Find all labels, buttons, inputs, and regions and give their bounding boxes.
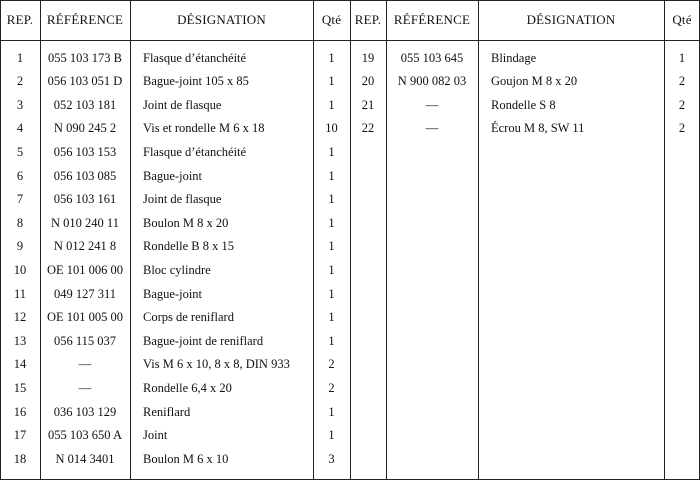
cell-designation: Reniflard bbox=[143, 404, 191, 419]
cell-qte: 1 bbox=[328, 168, 335, 183]
header-divider bbox=[0, 40, 700, 41]
cell-qte: 2 bbox=[328, 380, 335, 395]
cell-qte: 1 bbox=[328, 333, 335, 348]
cell-designation: Blindage bbox=[491, 50, 537, 65]
cell-qte: 1 bbox=[328, 192, 335, 207]
column-divider bbox=[478, 0, 479, 480]
cell-reference: 056 103 085 bbox=[53, 168, 117, 183]
header-rep: REP. bbox=[354, 12, 382, 27]
cell-designation: Joint de flasque bbox=[143, 97, 222, 112]
cell-reference: 052 103 181 bbox=[53, 97, 117, 112]
cell-qte: 2 bbox=[678, 74, 686, 89]
cell-qte: 3 bbox=[328, 451, 335, 466]
cell-qte: 1 bbox=[328, 310, 335, 325]
cell-reference: N 090 245 2 bbox=[53, 121, 117, 136]
cell-reference: N 010 240 11 bbox=[51, 215, 119, 230]
cell-qte: 1 bbox=[328, 428, 335, 443]
header-qte: Qté bbox=[672, 12, 692, 27]
cell-reference: OE 101 006 00 bbox=[46, 262, 124, 277]
cell-designation: Rondelle 6,4 x 20 bbox=[143, 380, 232, 395]
cell-rep: 6 bbox=[16, 168, 24, 183]
cell-reference: 049 127 311 bbox=[53, 286, 117, 301]
cell-reference: — bbox=[425, 121, 439, 136]
cell-designation: Bague-joint bbox=[143, 168, 203, 183]
cell-reference: 056 103 161 bbox=[53, 192, 117, 207]
cell-rep: 12 bbox=[13, 310, 27, 325]
cell-designation: Vis M 6 x 10, 8 x 8, DIN 933 bbox=[143, 357, 290, 372]
cell-designation: Flasque d’étanchéité bbox=[143, 144, 247, 159]
cell-reference: — bbox=[78, 357, 92, 372]
cell-rep: 20 bbox=[361, 74, 375, 89]
cell-rep: 16 bbox=[13, 404, 27, 419]
cell-rep: 4 bbox=[16, 121, 24, 136]
header-designation: DÉSIGNATION bbox=[526, 12, 616, 27]
cell-qte: 1 bbox=[328, 97, 335, 112]
cell-rep: 3 bbox=[16, 97, 24, 112]
cell-reference: 036 103 129 bbox=[53, 404, 117, 419]
cell-reference: — bbox=[425, 97, 439, 112]
cell-reference: N 014 3401 bbox=[55, 451, 115, 466]
cell-reference: N 012 241 8 bbox=[53, 239, 117, 254]
cell-rep: 5 bbox=[16, 144, 24, 159]
cell-rep: 21 bbox=[361, 97, 375, 112]
cell-designation: Vis et rondelle M 6 x 18 bbox=[143, 121, 265, 136]
cell-designation: Bague-joint 105 x 85 bbox=[143, 74, 249, 89]
cell-rep: 15 bbox=[13, 380, 27, 395]
cell-qte: 1 bbox=[328, 74, 335, 89]
cell-rep: 10 bbox=[13, 262, 27, 277]
cell-reference: 056 115 037 bbox=[53, 333, 117, 348]
cell-qte: 1 bbox=[328, 404, 335, 419]
cell-designation: Corps de reniflard bbox=[143, 310, 234, 325]
cell-reference: 056 103 051 D bbox=[47, 74, 123, 89]
cell-designation: Boulon M 8 x 20 bbox=[143, 215, 229, 230]
cell-rep: 11 bbox=[13, 286, 27, 301]
cell-rep: 9 bbox=[16, 239, 24, 254]
cell-qte: 2 bbox=[678, 97, 686, 112]
cell-reference: — bbox=[78, 380, 92, 395]
cell-designation: Boulon M 6 x 10 bbox=[143, 451, 229, 466]
header-rep: REP. bbox=[6, 12, 34, 27]
header-designation: DÉSIGNATION bbox=[177, 12, 266, 27]
cell-designation: Bloc cylindre bbox=[143, 262, 211, 277]
cell-qte: 10 bbox=[325, 121, 338, 136]
cell-qte: 1 bbox=[328, 239, 335, 254]
cell-rep: 13 bbox=[13, 333, 27, 348]
cell-reference: 055 103 173 B bbox=[48, 50, 122, 65]
cell-rep: 22 bbox=[361, 121, 375, 136]
header-reference: RÉFÉRENCE bbox=[46, 12, 124, 27]
cell-rep: 8 bbox=[16, 215, 24, 230]
cell-designation: Bague-joint de reniflard bbox=[143, 333, 264, 348]
cell-qte: 1 bbox=[328, 262, 335, 277]
cell-qte: 2 bbox=[328, 357, 335, 372]
cell-designation: Écrou M 8, SW 11 bbox=[491, 121, 585, 136]
cell-reference: 056 103 153 bbox=[53, 144, 117, 159]
cell-designation: Joint bbox=[143, 428, 168, 443]
cell-rep: 17 bbox=[13, 428, 27, 443]
cell-designation: Rondelle B 8 x 15 bbox=[143, 239, 234, 254]
cell-reference: 055 103 645 bbox=[400, 50, 464, 65]
cell-designation: Goujon M 8 x 20 bbox=[491, 74, 578, 89]
cell-rep: 7 bbox=[16, 192, 24, 207]
cell-designation: Rondelle S 8 bbox=[491, 97, 556, 112]
cell-designation: Bague-joint bbox=[143, 286, 203, 301]
cell-qte: 1 bbox=[328, 215, 335, 230]
cell-rep: 19 bbox=[361, 50, 375, 65]
cell-qte: 1 bbox=[328, 286, 335, 301]
cell-qte: 1 bbox=[328, 50, 335, 65]
column-divider bbox=[130, 0, 131, 480]
cell-designation: Flasque d’étanchéité bbox=[143, 50, 247, 65]
cell-qte: 1 bbox=[678, 50, 686, 65]
header-qte: Qté bbox=[321, 12, 342, 27]
cell-rep: 2 bbox=[16, 74, 24, 89]
cell-qte: 1 bbox=[328, 144, 335, 159]
cell-reference: N 900 082 03 bbox=[397, 74, 467, 89]
cell-rep: 18 bbox=[13, 451, 27, 466]
header-reference: RÉFÉRENCE bbox=[393, 12, 471, 27]
cell-rep: 14 bbox=[13, 357, 27, 372]
cell-designation: Joint de flasque bbox=[143, 192, 222, 207]
cell-reference: OE 101 005 00 bbox=[46, 310, 124, 325]
cell-qte: 2 bbox=[678, 121, 686, 136]
cell-reference: 055 103 650 A bbox=[48, 428, 122, 443]
cell-rep: 1 bbox=[16, 50, 24, 65]
